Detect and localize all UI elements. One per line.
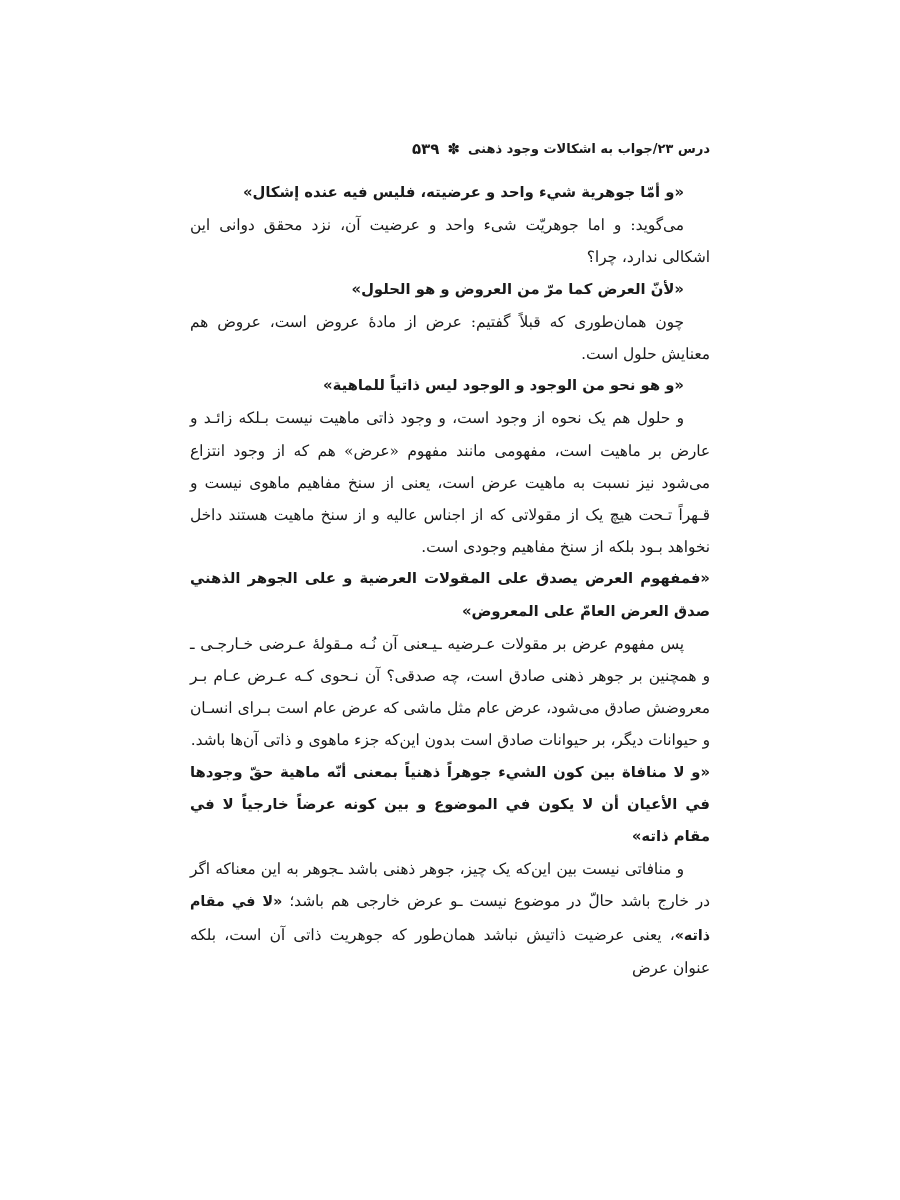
paragraph-text: و منافاتی نیست بین این‌که یک چیز، جوهر ذهنی باشد ـجوهر به این معناکه اگر در خارج باشد حالّ در موضوع نیست ـو عرض خارجی هم باشد؛ [190,860,710,911]
running-head [190,140,710,158]
arabic-quote: «و هو نحو من الوجود و الوجود ليس ذاتياً للماهية» [323,377,684,395]
persian-paragraph: و حلول هم یک نحوه از وجود است، و وجود ذاتی ماهیت نیست بـلکه زائـد و عارض بر ماهیت است، مفهومی مانند مفهوم «عرض» هم که از وجود انتزاع می‌شود نیز نسبت به ماهیت عرض است، یعنی از سنخ مفاهیم ماهوی نیست و قـهراً تـحت هیچ یک از مقولاتی که از اجناس عالیه و از سنخ ماهیت هستند داخل نخواهد بـود بلکه از سنخ مفاهیم وجودی است. [190,409,710,557]
arabic-quote: «فمفهوم العرض يصدق على المقولات العرضية و على الجوهر الذهني صدق العرض العامّ على المعروض» [190,570,710,620]
paragraph-text: ، یعنی عرضیت ذاتیش نباشد همان‌طور که جوهریت ذاتی آن است، بلکه عنوان عرض [190,925,710,977]
arabic-quote: «و لا منافاة بين كون الشيء جوهراً ذهنياً بمعنى أنّه ماهية حقّ وجودها في الأعيان أن لا يكون في الموضوع و بين كونه عرضاً خارجياً لا في مقام ذاته» [190,763,710,846]
running-title: درس ۲۳/جواب به اشکالات وجود ذهنی [468,141,710,157]
persian-paragraph: چون همان‌طوری که قبلاً گفتیم: عرض از مادهٔ عروض است، عروض هم معنایش حلول است. [190,312,710,364]
arabic-quote: «لأنّ العرض كما مرّ من العروض و هو الحلول» [351,280,684,298]
persian-paragraph: می‌گوید: و اما جوهریّت شیء واحد و عرضیت آن، نزد محقق دوانی این اشکالی ندارد، چرا؟ [190,216,710,267]
body-text [190,177,710,984]
inline-arabic-quote: «لا في مقام ذاته» [190,894,710,944]
persian-paragraph: پس مفهوم عرض بر مقولات عـرضیه ـیـعنی آن نُـه مـقولهٔ عـرضی خـارجـی ـ و همچنین بر جوهر ذهنی صادق است، چه صدقی؟ آن نـحوی کـه عـرض عـام بـر معروضش صادق می‌شود، عرض عام مثل ماشی که عرض عام است بـرای انسـان و حیوانات دیگر، بر حیوانات صادق است بدون این‌که جزء ماهوی و ذاتی آن‌ها باشد. [190,634,710,750]
persian-paragraph [190,853,710,984]
page-number: ۵۳۹ [411,140,440,158]
arabic-quote: «و أمّا جوهرية شيء واحد و عرضيته، فليس فيه عنده إشكال» [242,184,684,201]
ornament-icon: ✽ [447,139,460,158]
